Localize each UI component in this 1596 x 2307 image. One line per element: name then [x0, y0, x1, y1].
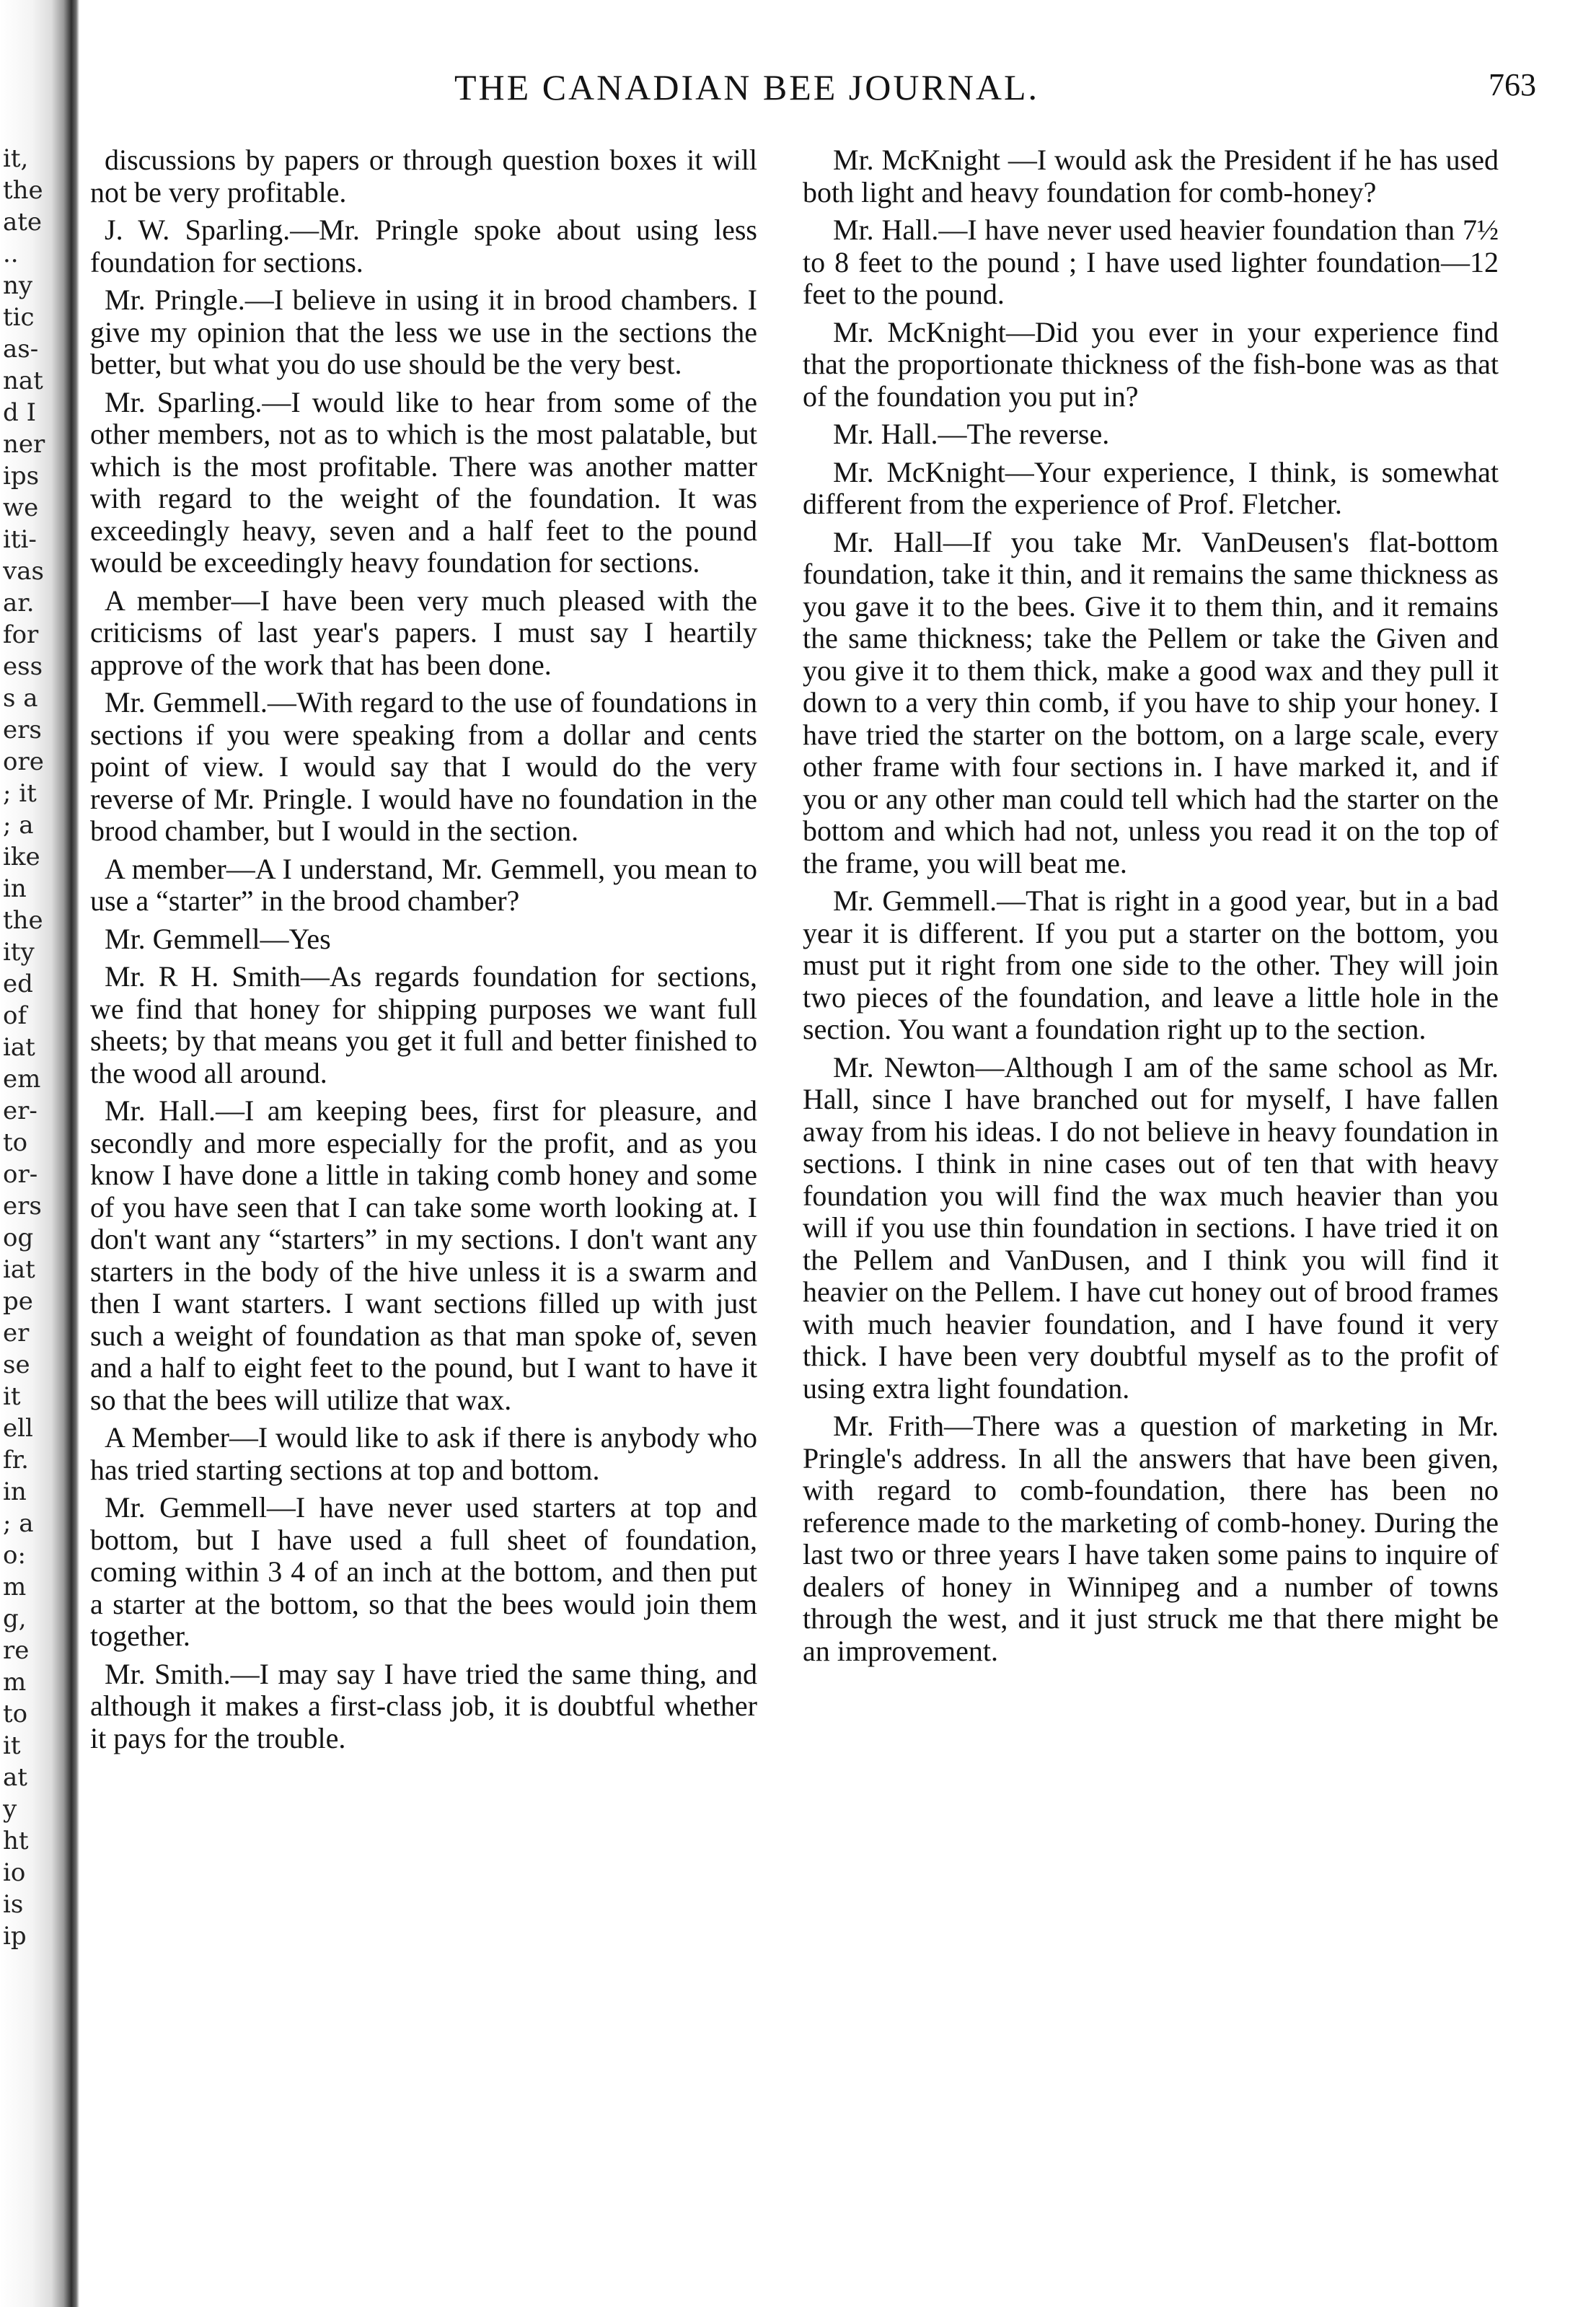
gutter-fragment: for	[3, 620, 39, 649]
gutter-fragment: ips	[3, 462, 40, 491]
paragraph: Mr. Hall.—I have never used heavier foundation than 7½ to 8 feet to the pound ; I have used lighter foundation—12 feet to the pound.	[803, 214, 1499, 310]
paragraph: Mr. R H. Smith—As regards foundation for sections, we find that honey for shipping purposes we want full sheets; by that means you get it full and better finished to the wood all around.	[90, 960, 757, 1089]
paragraph: Mr. McKnight —I would ask the President if he has used both light and heavy foundation for comb-honey?	[803, 144, 1499, 208]
gutter-fragment: ; a	[3, 1509, 34, 1538]
gutter-fragment: ip	[3, 1922, 27, 1951]
gutter-fragment: to	[3, 1128, 28, 1157]
gutter-fragment: iat	[3, 1033, 35, 1062]
gutter-fragment: fr.	[3, 1446, 29, 1475]
gutter-fragment: ers	[3, 1192, 42, 1221]
paragraph: Mr. Pringle.—I believe in using it in brood chambers. I give my opinion that the less we use in the sections the better, but what you do use should be the very best.	[90, 284, 757, 380]
gutter-fragment: y	[3, 1795, 17, 1824]
gutter-fragment: ; it	[3, 779, 37, 808]
gutter-fragment: as-	[3, 335, 39, 364]
gutter-fragment: is	[3, 1890, 24, 1919]
gutter-fragment: m	[3, 1668, 27, 1697]
gutter-fragment: ; a	[3, 811, 34, 840]
paragraph: Mr. Gemmell.—With regard to the use of foundations in sections if you were speaking from a dollar and cents point of view. I would say that I would do the very reverse of Mr. Pringle. I would have no foundation in the brood chamber, but I would in the section.	[90, 686, 757, 847]
gutter-fragment: ike	[3, 843, 40, 871]
gutter-fragment: io	[3, 1858, 26, 1887]
gutter-fragment: ner	[3, 430, 45, 459]
gutter-fragment: er	[3, 1319, 30, 1348]
gutter-fragment: nat	[3, 366, 43, 395]
gutter-fragment: to	[3, 1700, 28, 1728]
gutter-fragment: ore	[3, 747, 44, 776]
gutter-fragment: of	[3, 1001, 27, 1030]
paragraph: Mr. Hall—If you take Mr. VanDeusen's flat-bottom foundation, take it thin, and it remains the same thickness as you gave it to the bees. Give it to them thin, and it remains the same thickness; take the Pellem or take the Given and you give it to them thick, make a good wax and they pull it down to a very thin comb, if you have to ship your honey. I have tried the starter on the bottom, on a large scale, every other frame with four sections in. I have marked it, and if you or any other man could tell which had the starter on the bottom and which had not, unless you read it on the top of the frame, you will beat me.	[803, 525, 1499, 879]
paragraph: A Member—I would like to ask if there is anybody who has tried starting sections at top and bottom.	[90, 1421, 757, 1486]
gutter-fragment: ar.	[3, 589, 35, 618]
gutter-fragment: iti-	[3, 525, 37, 554]
gutter-fragment: ny	[3, 271, 33, 300]
paragraph: Mr. Frith—There was a question of marketing in Mr. Pringle's address. In all the answers that have been given, with regard to comb-foundation, there has been no reference made to the marketing of comb-honey. During the last two or three years I have taken some pains to inquire of dealers of honey in Winnipeg and a number of towns through the west, and it just struck me that there might be an improvement.	[803, 1410, 1499, 1667]
gutter-fragment: s a	[3, 684, 38, 713]
gutter-fragment: er-	[3, 1097, 38, 1125]
gutter-fragment: iat	[3, 1255, 35, 1284]
paragraph: A member—A I understand, Mr. Gemmell, you mean to use a “starter” in the brood chamber?	[90, 852, 757, 917]
gutter-fragment: tic	[3, 303, 35, 332]
paragraph: Mr. Sparling.—I would like to hear from some of the other members, not as to which is the most palatable, but which is the most profitable. There was another matter with regard to the weight of the foundation. It was exceedingly heavy, seven and a half feet to the pound would be exceedingly heavy foundation for sections.	[90, 385, 757, 579]
gutter-fragment: vas	[3, 557, 44, 586]
gutter-fragment: o:	[3, 1541, 26, 1570]
paragraph: Mr. Gemmell.—That is right in a good year, but in a bad year it is different. If you put a starter on the bottom, you must put it right from one side to the other. They will join two pieces of the foundation, and leave a little hole in the section. You want a foundation right up to the section.	[803, 884, 1499, 1045]
paragraph: Mr. Hall.—The reverse.	[833, 418, 1110, 450]
gutter-fragment: or-	[3, 1160, 38, 1189]
gutter-fragment: ity	[3, 938, 35, 967]
gutter-fragment: ed	[3, 970, 33, 998]
gutter-fragment: og	[3, 1223, 34, 1252]
gutter-fragment: se	[3, 1350, 30, 1379]
page-header	[94, 66, 1536, 110]
paragraph: Mr. Newton—Although I am of the same school as Mr. Hall, since I have branched out for myself, I have fallen away from his ideas. I do not believe in heavy foundation in sections. I think in nine cases out of ten that with heavy foundation you will find the wax much heavier than you will if you use thin foundation in sections. I have tried it on the Pellem and VanDusen, and I think you will find it heavier on the Pellem. I have cut honey out of brood frames with much heavier foundation, and I have found it very thick. I have been very doubtful myself as to the profit of using extra light foundation.	[803, 1050, 1499, 1405]
gutter-fragment: ers	[3, 716, 42, 744]
paragraph: J. W. Sparling.—Mr. Pringle spoke about using less foundation for sections.	[90, 214, 757, 278]
gutter-text-fragments	[3, 144, 53, 1954]
paragraph: Mr. McKnight—Your experience, I think, is somewhat different from the experience of Prof. Fletcher.	[803, 455, 1499, 520]
paragraph: Mr. McKnight—Did you ever in your experience find that the proportionate thickness of the fish-bone was as that of the foundation you put in?	[803, 315, 1499, 413]
right-column	[803, 144, 1499, 1673]
gutter-fragment: d I	[3, 398, 37, 427]
gutter-fragment: it,	[3, 144, 29, 173]
gutter-fragment: in	[3, 874, 27, 903]
paragraph: A member—I have been very much pleased with the criticisms of last year's papers. I must say I heartily approve of the work that has been done.	[90, 584, 757, 681]
gutter-fragment: at	[3, 1763, 27, 1792]
paragraph: Mr. Smith.—I may say I have tried the same thing, and although it makes a first-class job, it is doubtful whether it pays for the trouble.	[90, 1657, 757, 1754]
gutter-fragment: ell	[3, 1414, 33, 1443]
gutter-fragment: m	[3, 1573, 27, 1601]
gutter-fragment: re	[3, 1636, 30, 1665]
gutter-fragment: pe	[3, 1287, 33, 1316]
paragraph: Mr. Hall.—I am keeping bees, first for pleasure, and secondly and more especially for the profit, and as you know I have done a little in taking comb honey and some of you have seen that I can take some worth looking at. I don't want any “starters” in my sections. I don't want any starters in the body of the hive unless it is a swarm and then I want starters. I want sections filled up with just such a weight of foundation as that man spoke of, seven and a half to eight feet to the pound, but I want to have it so that the bees will utilize that wax.	[90, 1094, 757, 1416]
gutter-fragment: ate	[3, 208, 43, 237]
gutter-fragment: the	[3, 176, 43, 205]
gutter-fragment: it	[3, 1731, 21, 1760]
gutter-fragment: ess	[3, 652, 43, 681]
gutter-fragment: it	[3, 1382, 21, 1411]
paragraph: Mr. Gemmell—Yes	[105, 922, 331, 955]
gutter-fragment: g,	[3, 1604, 27, 1633]
gutter-fragment: em	[3, 1065, 41, 1094]
left-column	[90, 144, 757, 1760]
gutter-fragment: ..	[3, 240, 19, 268]
paragraph: Mr. Gemmell—I have never used starters at top and bottom, but I have used a full sheet of foundation, coming within 3 4 of an inch at the bottom, and then put a starter at the bottom, so that the bees would join them together.	[90, 1491, 757, 1652]
gutter-fragment: we	[3, 493, 39, 522]
paragraph: discussions by papers or through question boxes it will not be very profitable.	[90, 144, 757, 208]
gutter-fragment: the	[3, 906, 43, 935]
gutter-fragment: ht	[3, 1827, 29, 1855]
journal-title: THE CANADIAN BEE JOURNAL.	[454, 67, 1040, 107]
page-number: 763	[1489, 67, 1536, 102]
gutter-fragment: in	[3, 1477, 27, 1506]
